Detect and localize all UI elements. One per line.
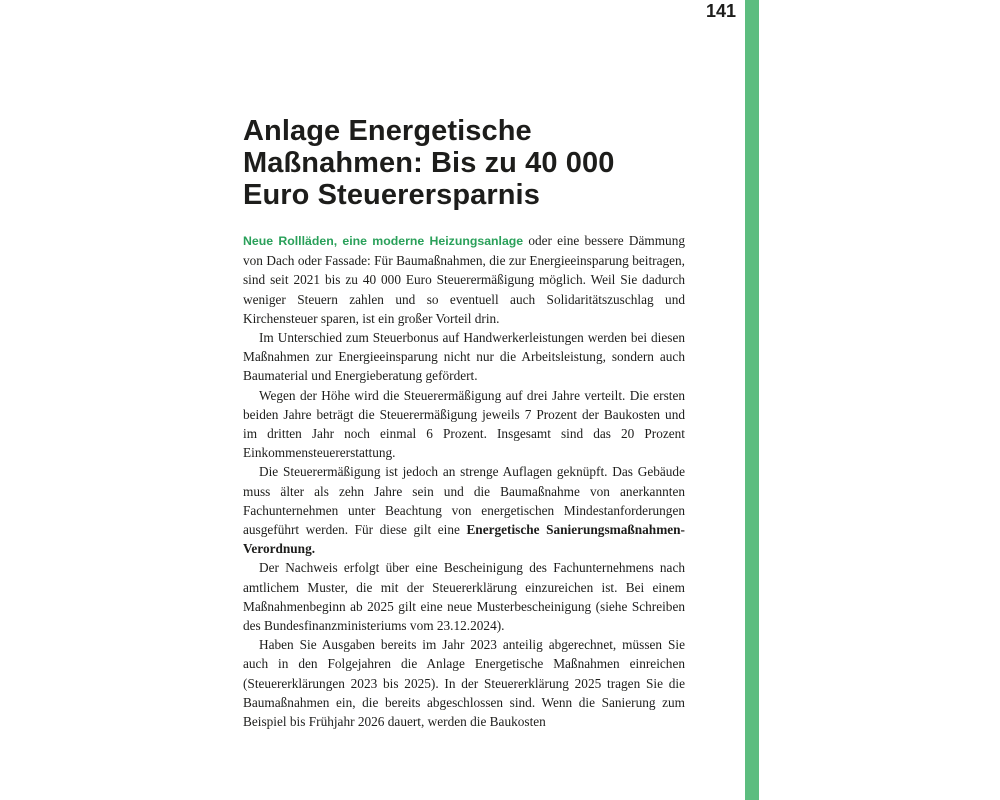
regulation-name: Energetische Sanierungsmaßnahmen-Verordnung.: [243, 522, 685, 557]
paragraph-proof: [243, 558, 685, 635]
chapter-title-line-1: Anlage Energetische: [243, 115, 532, 147]
lead-in-highlight: Neue Rollläden, eine moderne Heizungsanlage: [243, 234, 524, 248]
paragraph-requirements-text: Die Steuerermäßigung ist jedoch an strenge Auflagen geknüpft. Das Gebäude muss älter als zehn Jahre sein und die Baumaßnahme von anerkannten Fachunternehmen unter Beachtung von energetischen Mindestanforderungen ausgeführt werden. Für diese gilt eine: [243, 464, 685, 538]
paragraph-followup: [243, 635, 685, 731]
paragraph-distribution-text: Wegen der Höhe wird die Steuerermäßigung auf drei Jahre verteilt. Die ersten beiden Jahre beträgt die Steuerermäßigung jeweils 7 Prozent der Baukosten und im dritten Jahr noch einmal 6 Prozent. Insgesamt sind das 20 Prozent Einkommensteuererstattung.: [243, 387, 685, 461]
paragraph-followup-text: Haben Sie Ausgaben bereits im Jahr 2023 anteilig abgerechnet, müssen Sie auch in den Folgejahren die Anlage Energetische Maßnahmen einreichen (Steuererklärungen 2023 bis 2025). In der Steuererklärung 2025 tragen Sie die Baumaßnahmen ein, die bereits abgeschlossen sind. Wenn die Sanierung zum Beispiel bis Frühjahr 2026 dauert, werden die Baukosten: [243, 637, 685, 730]
page-number: 141: [705, 1, 736, 21]
chapter-title: [243, 115, 713, 211]
chapter-color-bar: [745, 0, 759, 800]
paragraph-intro-text: oder eine bessere Dämmung von Dach oder Fassade: Für Baumaßnahmen, die zur Energieeinsparung beitragen, sind seit 2021 bis zu 40 000 Euro Steuerermäßigung möglich. Weil Sie dadurch weniger Steuern zahlen und so eventuell auch Solidaritätszuschlag und Kirchensteuer sparen, ist ein großer Vorteil drin.: [243, 233, 685, 326]
paragraph-comparison-text: Im Unterschied zum Steuerbonus auf Handwerkerleistungen werden bei diesen Maßnahmen zur Energieeinsparung nicht nur die Arbeitsleistung, sondern auch Baumaterial und Energieberatung gefördert.: [243, 330, 685, 384]
paragraph-intro: [243, 231, 685, 328]
chapter-title-line-3: Euro Steuerersparnis: [243, 179, 540, 211]
body-text: [243, 231, 685, 731]
paragraph-proof-text: Der Nachweis erfolgt über eine Bescheinigung des Fachunternehmens nach amtlichem Muster, die mit der Steuererklärung einzureichen ist. Bei einem Maßnahmenbeginn ab 2025 gilt eine neue Musterbescheinigung (siehe Schreiben des Bundesfinanzministeriums vom 23.12.2024).: [243, 560, 685, 634]
paragraph-comparison: [243, 328, 685, 386]
chapter-title-line-2: Maßnahmen: Bis zu 40 000: [243, 147, 615, 179]
paragraph-requirements: [243, 462, 685, 558]
paragraph-distribution: [243, 386, 685, 463]
